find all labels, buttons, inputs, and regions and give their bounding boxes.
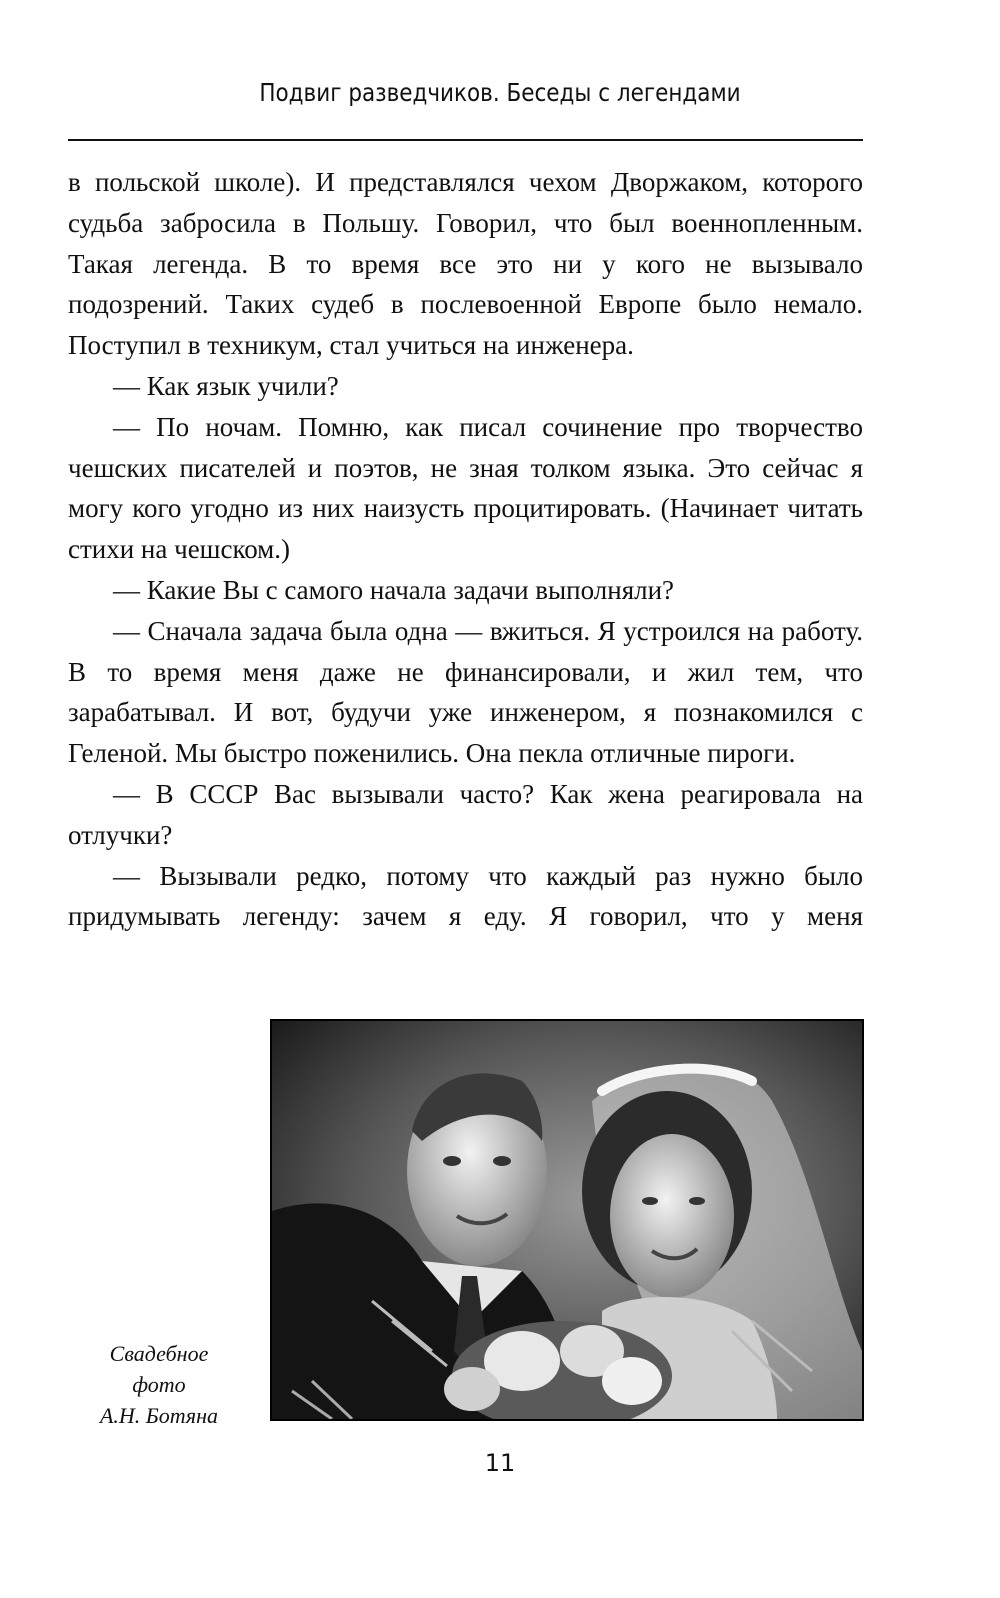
photo-caption	[68, 1338, 250, 1431]
paragraph-1: в польской школе). И представлялся чехом Дворжаком, которого судьба забросила в Польшу. Говорил, что был военнопленным. Такая легенда. В то время все это ни у кого не вызывало подозрений. Таких судеб в послевоенной Европе было немало. Поступил в техникум, стал учиться на инженера.	[68, 167, 863, 361]
caption-line-3: А.Н. Ботяна	[99, 1403, 219, 1428]
caption-line-2: фото	[132, 1372, 186, 1397]
page-number: 11	[484, 1449, 516, 1477]
wedding-photo	[270, 1019, 864, 1421]
paragraph-7: — Вызывали редко, потому что каждый раз нужно было придумывать легенду: зачем я еду. Я говорил, что у меня	[68, 860, 863, 932]
header-rule	[68, 139, 863, 141]
body-text	[68, 162, 863, 937]
paragraph-3: — По ночам. Помню, как писал сочинение про творчество чешских писателей и поэтов, не зная толком языка. Это сейчас я могу кого угодно из них наизусть процитировать. (Начинает читать стихи на чешском.)	[68, 411, 863, 565]
running-header: Подвиг разведчиков. Беседы с легендами	[259, 78, 741, 107]
paragraph-5: — Сначала задача была одна — вжиться. Я устроился на работу. В то время меня даже не финансировали, и жил тем, что зарабатывал. И вот, будучи уже инженером, я познакомился с Геленой. Мы быстро поженились. Она пекла отличные пироги.	[68, 615, 863, 769]
caption-line-1: Свадебное	[109, 1341, 209, 1366]
paragraph-2: — Как язык учили?	[113, 370, 339, 401]
paragraph-4: — Какие Вы с самого начала задачи выполняли?	[113, 574, 675, 605]
paragraph-6: — В СССР Вас вызывали часто? Как жена реагировала на отлучки?	[68, 778, 863, 850]
